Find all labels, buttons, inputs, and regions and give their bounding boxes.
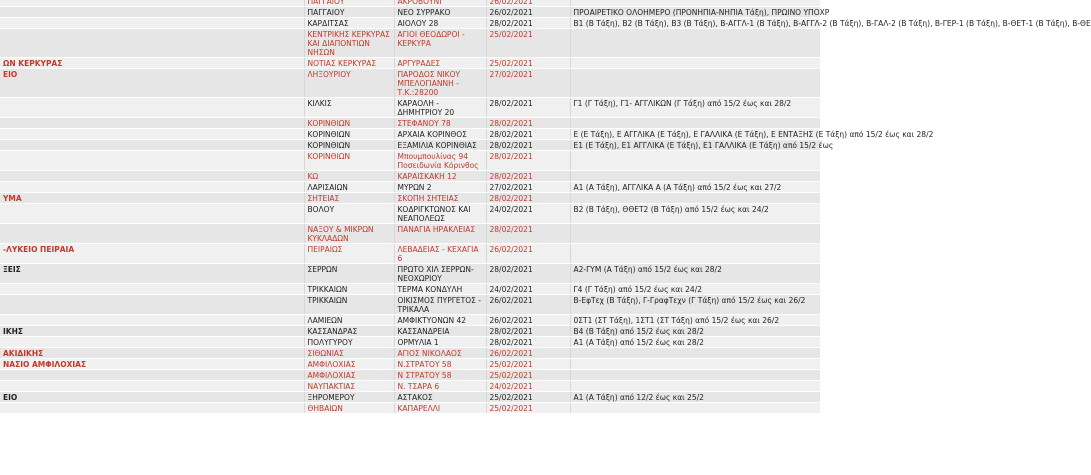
school-name-cell — [0, 118, 304, 129]
affected-classes-cell — [570, 193, 820, 204]
address-cell: ΑΓΙΟΣ ΝΙΚΟΛΑΟΣ — [394, 348, 486, 359]
closure-date-cell: 28/02/2021 — [486, 193, 570, 204]
table-row — [0, 337, 820, 348]
closure-date-cell: 24/02/2021 — [486, 381, 570, 392]
affected-classes-cell: Ε (Ε Τάξη), Ε ΑΓΓΛΙΚΑ (Ε Τάξη), Ε ΓΑΛΛΙΚΑ (Ε Τάξη), Ε ΕΝΤΑΞΗΣ (Ε Τάξη) από 15/2 έως και 28/2 — [570, 129, 820, 140]
table-row — [0, 403, 820, 414]
address-cell: ΑΓΙΟΙ ΘΕΟΔΩΡΟΙ - ΚΕΡΚΥΡΑ — [394, 29, 486, 58]
affected-classes-cell: Β2 (Β Τάξη), ΘΘΕΤ2 (Β Τάξη) από 15/2 έως και 24/2 — [570, 204, 820, 224]
school-name-cell — [0, 182, 304, 193]
table-row — [0, 244, 820, 264]
table-row — [0, 129, 820, 140]
table-row — [0, 7, 820, 18]
municipality-cell: ΚΟΡΙΝΘΙΩΝ — [304, 151, 394, 171]
affected-classes-cell — [570, 224, 820, 244]
address-cell: ΠΑΡΟΔΟΣ ΝΙΚΟΥ ΜΠΕΛΟΓΙΑΝΝΗ - Τ.Κ.:28200 — [394, 69, 486, 98]
closure-date-cell: 24/02/2021 — [486, 284, 570, 295]
closure-date-cell: 26/02/2021 — [486, 295, 570, 315]
affected-classes-cell: Γ4 (Γ Τάξη) από 15/2 έως και 24/2 — [570, 284, 820, 295]
school-name-cell — [0, 295, 304, 315]
municipality-cell: ΘΗΒΑΙΩΝ — [304, 403, 394, 414]
municipality-cell: ΚΟΡΙΝΘΙΩΝ — [304, 129, 394, 140]
school-name-cell — [0, 7, 304, 18]
affected-classes-cell: Α1 (Α Τάξη), ΑΓΓΛΙΚΑ Α (Α Τάξη) από 15/2 έως και 27/2 — [570, 182, 820, 193]
address-cell: ΑΣΤΑΚΟΣ — [394, 392, 486, 403]
table-row — [0, 370, 820, 381]
address-cell: ΑΡΓΥΡΑΔΕΣ — [394, 58, 486, 69]
school-name-cell: ΞΕΙΣ — [0, 264, 304, 284]
address-cell: ΚΟΔΡΙΓΚΤΩΝΟΣ ΚΑΙ ΝΕΑΠΟΛΕΩΣ — [394, 204, 486, 224]
closure-date-cell: 27/02/2021 — [486, 182, 570, 193]
school-name-cell: -ΛΥΚΕΙΟ ΠΕΙΡΑΙΑ — [0, 244, 304, 264]
address-cell: ΑΚΡΟΒΟΥΝΙ — [394, 0, 486, 7]
municipality-cell: ΚΕΝΤΡΙΚΗΣ ΚΕΡΚΥΡΑΣ ΚΑΙ ΔΙΑΠΟΝΤΙΩΝ ΝΗΣΩΝ — [304, 29, 394, 58]
affected-classes-cell — [570, 151, 820, 171]
municipality-cell: ΛΑΜΙΕΩΝ — [304, 315, 394, 326]
school-name-cell: ΝΑΣΙΟ ΑΜΦΙΛΟΧΙΑΣ — [0, 359, 304, 370]
affected-classes-cell — [570, 381, 820, 392]
table-row — [0, 204, 820, 224]
closure-date-cell: 28/02/2021 — [486, 326, 570, 337]
table-row — [0, 18, 820, 29]
school-name-cell — [0, 337, 304, 348]
closure-date-cell: 28/02/2021 — [486, 264, 570, 284]
affected-classes-cell: Β4 (Β Τάξη) από 15/2 έως και 28/2 — [570, 326, 820, 337]
affected-classes-cell — [570, 348, 820, 359]
table-row — [0, 359, 820, 370]
affected-classes-cell: ΠΡΟΑΙΡΕΤΙΚΟ ΟΛΟΗΜΕΡΟ (ΠΡΟΝΗΠΙΑ-ΝΗΠΙΑ Τάξη), ΠΡΩΙΝΟ ΥΠΟΧΡ — [570, 7, 820, 18]
affected-classes-cell — [570, 403, 820, 414]
school-name-cell: ΕΙΟ — [0, 392, 304, 403]
municipality-cell: ΛΑΡΙΣΑΙΩΝ — [304, 182, 394, 193]
municipality-cell: ΝΟΤΙΑΣ ΚΕΡΚΥΡΑΣ — [304, 58, 394, 69]
school-name-cell — [0, 140, 304, 151]
address-cell: ΠΡΩΤΟ ΧΙΛ ΣΕΡΡΩΝ-ΝΕΟΧΩΡΙΟΥ — [394, 264, 486, 284]
school-name-cell — [0, 98, 304, 118]
affected-classes-cell — [570, 171, 820, 182]
address-cell: ΚΑΡΑΙΣΚΑΚΗ 12 — [394, 171, 486, 182]
closure-date-cell: 25/02/2021 — [486, 58, 570, 69]
affected-classes-cell — [570, 359, 820, 370]
affected-classes-cell — [570, 244, 820, 264]
municipality-cell: ΚΑΣΣΑΝΔΡΑΣ — [304, 326, 394, 337]
table-row — [0, 392, 820, 403]
municipality-cell: ΤΡΙΚΚΑΙΩΝ — [304, 284, 394, 295]
closure-date-cell: 28/02/2021 — [486, 171, 570, 182]
table-row — [0, 264, 820, 284]
affected-classes-cell: Β1 (Β Τάξη), Β2 (Β Τάξη), Β3 (Β Τάξη), Β-ΑΓΓΛ-1 (Β Τάξη), Β-ΑΓΓΛ-2 (Β Τάξη), Β-ΓΑΛ-2 (Β Τάξη), Β-ΓΕΡ-1 (Β Τάξη), Β-ΘΕΤ-1 (Β Τάξη), Β-ΘΕ — [570, 18, 820, 29]
address-cell: ΟΙΚΙΣΜΟΣ ΠΥΡΓΕΤΟΣ - ΤΡΙΚΑΛΑ — [394, 295, 486, 315]
affected-classes-cell: 0ΣΤ1 (ΣΤ Τάξη), 1ΣΤ1 (ΣΤ Τάξη) από 15/2 έως και 26/2 — [570, 315, 820, 326]
school-name-cell: ΙΚΗΣ — [0, 326, 304, 337]
address-cell: ΣΤΕΦΑΝΟΥ 78 — [394, 118, 486, 129]
municipality-cell: ΣΙΘΩΝΙΑΣ — [304, 348, 394, 359]
address-cell: Ν.ΣΤΡΑΤΟΥ 58 — [394, 359, 486, 370]
table-row — [0, 140, 820, 151]
address-cell: ΕΞΑΜΙΛΙΑ ΚΟΡΙΝΘΙΑΣ — [394, 140, 486, 151]
school-name-cell: ΕΙΟ — [0, 69, 304, 98]
closure-date-cell: 25/02/2021 — [486, 403, 570, 414]
affected-classes-cell — [570, 370, 820, 381]
closure-date-cell: 28/02/2021 — [486, 118, 570, 129]
table-row — [0, 315, 820, 326]
address-cell: ΚΑΣΣΑΝΔΡΕΙΑ — [394, 326, 486, 337]
table-row — [0, 58, 820, 69]
closure-date-cell: 28/02/2021 — [486, 151, 570, 171]
municipality-cell: ΚΩ — [304, 171, 394, 182]
school-name-cell — [0, 29, 304, 58]
closure-date-cell: 25/02/2021 — [486, 29, 570, 58]
closure-date-cell: 28/02/2021 — [486, 129, 570, 140]
municipality-cell: ΠΟΛΥΓΥΡΟΥ — [304, 337, 394, 348]
school-name-cell — [0, 284, 304, 295]
closure-date-cell: 26/02/2021 — [486, 244, 570, 264]
school-name-cell — [0, 224, 304, 244]
affected-classes-cell: Γ1 (Γ Τάξη), Γ1- ΑΓΓΛΙΚΩΝ (Γ Τάξη) από 15/2 έως και 28/2 — [570, 98, 820, 118]
municipality-cell: ΚΙΛΚΙΣ — [304, 98, 394, 118]
address-cell: ΤΕΡΜΑ ΚΟΝΔΥΛΗ — [394, 284, 486, 295]
closure-date-cell: 28/02/2021 — [486, 18, 570, 29]
address-cell: ΚΑΡΑΟΛΗ - ΔΗΜΗΤΡΙΟΥ 20 — [394, 98, 486, 118]
address-cell: Ν ΣΤΡΑΤΟΥ 58 — [394, 370, 486, 381]
school-name-cell — [0, 129, 304, 140]
address-cell: Ν. ΤΣΑΡΑ 6 — [394, 381, 486, 392]
municipality-cell: ΣΗΤΕΙΑΣ — [304, 193, 394, 204]
school-name-cell: ΩΝ ΚΕΡΚΥΡΑΣ — [0, 58, 304, 69]
closure-date-cell: 25/02/2021 — [486, 370, 570, 381]
municipality-cell: ΠΑΓΓΑΙΟΥ — [304, 7, 394, 18]
closure-date-cell: 26/02/2021 — [486, 315, 570, 326]
municipality-cell: ΒΟΛΟΥ — [304, 204, 394, 224]
municipality-cell: ΤΡΙΚΚΑΙΩΝ — [304, 295, 394, 315]
address-cell: ΠΑΝΑΓΙΑ ΗΡΑΚΛΕΙΑΣ — [394, 224, 486, 244]
closure-date-cell: 27/02/2021 — [486, 69, 570, 98]
municipality-cell: ΚΑΡΔΙΤΣΑΣ — [304, 18, 394, 29]
table-row — [0, 151, 820, 171]
school-name-cell: ΥΜΑ — [0, 193, 304, 204]
municipality-cell: ΛΗΞΟΥΡΙΟΥ — [304, 69, 394, 98]
affected-classes-cell — [570, 69, 820, 98]
table-row — [0, 193, 820, 204]
address-cell: ΝΕΟ ΣΥΡΡΑΚΟ — [394, 7, 486, 18]
address-cell: ΜΥΡΩΝ 2 — [394, 182, 486, 193]
address-cell: Μπουμπουλίνας 94 Ποσειδωνία Κόρινθος — [394, 151, 486, 171]
address-cell: ΟΡΜΥΛΙΑ 1 — [394, 337, 486, 348]
school-name-cell — [0, 315, 304, 326]
affected-classes-cell: Ε1 (Ε Τάξη), Ε1 ΑΓΓΛΙΚΑ (Ε Τάξη), Ε1 ΓΑΛΛΙΚΑ (Ε Τάξη) από 15/2 έως — [570, 140, 820, 151]
affected-classes-cell — [570, 29, 820, 58]
municipality-cell: ΑΜΦΙΛΟΧΙΑΣ — [304, 370, 394, 381]
closure-date-cell: 26/02/2021 — [486, 7, 570, 18]
affected-classes-cell: Α1 (Α Τάξη) από 15/2 έως και 28/2 — [570, 337, 820, 348]
school-name-cell — [0, 403, 304, 414]
municipality-cell: ΞΗΡΟΜΕΡΟΥ — [304, 392, 394, 403]
affected-classes-cell: Α2-ΓΥΜ (Α Τάξη) από 15/2 έως και 28/2 — [570, 264, 820, 284]
table-row — [0, 98, 820, 118]
municipality-cell: ΣΕΡΡΩΝ — [304, 264, 394, 284]
closure-date-cell: 28/02/2021 — [486, 337, 570, 348]
affected-classes-cell: Α1 (Α Τάξη) από 12/2 έως και 25/2 — [570, 392, 820, 403]
table-row — [0, 118, 820, 129]
table-row — [0, 29, 820, 58]
address-cell: ΛΕΒΑΔΕΙΑΣ - ΚΕΧΑΓΙΑ 6 — [394, 244, 486, 264]
school-name-cell — [0, 370, 304, 381]
address-cell: ΣΚΟΠΗ ΣΗΤΕΙΑΣ — [394, 193, 486, 204]
municipality-cell: ΚΟΡΙΝΘΙΩΝ — [304, 118, 394, 129]
address-cell: ΚΑΠΑΡΕΛΛΙ — [394, 403, 486, 414]
closure-date-cell: 26/02/2021 — [486, 348, 570, 359]
address-cell: ΑΙΟΛΟΥ 28 — [394, 18, 486, 29]
school-name-cell — [0, 204, 304, 224]
school-name-cell — [0, 171, 304, 182]
table-row — [0, 381, 820, 392]
school-name-cell — [0, 381, 304, 392]
school-name-cell — [0, 18, 304, 29]
affected-classes-cell — [570, 118, 820, 129]
table-row — [0, 171, 820, 182]
municipality-cell: ΠΑΓΓΑΙΟΥ — [304, 0, 394, 7]
table-row — [0, 295, 820, 315]
school-name-cell — [0, 151, 304, 171]
closure-date-cell: 28/02/2021 — [486, 140, 570, 151]
closure-date-cell: 26/02/2021 — [486, 0, 570, 7]
closure-date-cell: 25/02/2021 — [486, 392, 570, 403]
table-row — [0, 348, 820, 359]
table-row — [0, 284, 820, 295]
closure-date-cell: 24/02/2021 — [486, 204, 570, 224]
closure-date-cell: 25/02/2021 — [486, 359, 570, 370]
municipality-cell: ΠΕΙΡΑΙΩΣ — [304, 244, 394, 264]
municipality-cell: ΑΜΦΙΛΟΧΙΑΣ — [304, 359, 394, 370]
affected-classes-cell — [570, 58, 820, 69]
address-cell: ΑΜΦΙΚΤΥΟΝΩΝ 42 — [394, 315, 486, 326]
school-name-cell: ΑΚΙΔΙΚΗΣ — [0, 348, 304, 359]
address-cell: ΑΡΧΑΙΑ ΚΟΡΙΝΘΟΣ — [394, 129, 486, 140]
municipality-cell: ΝΑΥΠΑΚΤΙΑΣ — [304, 381, 394, 392]
municipality-cell: ΝΑΞΟΥ & ΜΙΚΡΩΝ ΚΥΚΛΑΔΩΝ — [304, 224, 394, 244]
municipality-cell: ΚΟΡΙΝΘΙΩΝ — [304, 140, 394, 151]
table-row — [0, 224, 820, 244]
closure-date-cell: 28/02/2021 — [486, 224, 570, 244]
table-row — [0, 326, 820, 337]
table-row — [0, 182, 820, 193]
closure-date-cell: 28/02/2021 — [486, 98, 570, 118]
affected-classes-cell: Β-ΕφΤεχ (Β Τάξη), Γ-ΓραφΤεχν (Γ Τάξη) από 15/2 έως και 26/2 — [570, 295, 820, 315]
table-row — [0, 69, 820, 98]
